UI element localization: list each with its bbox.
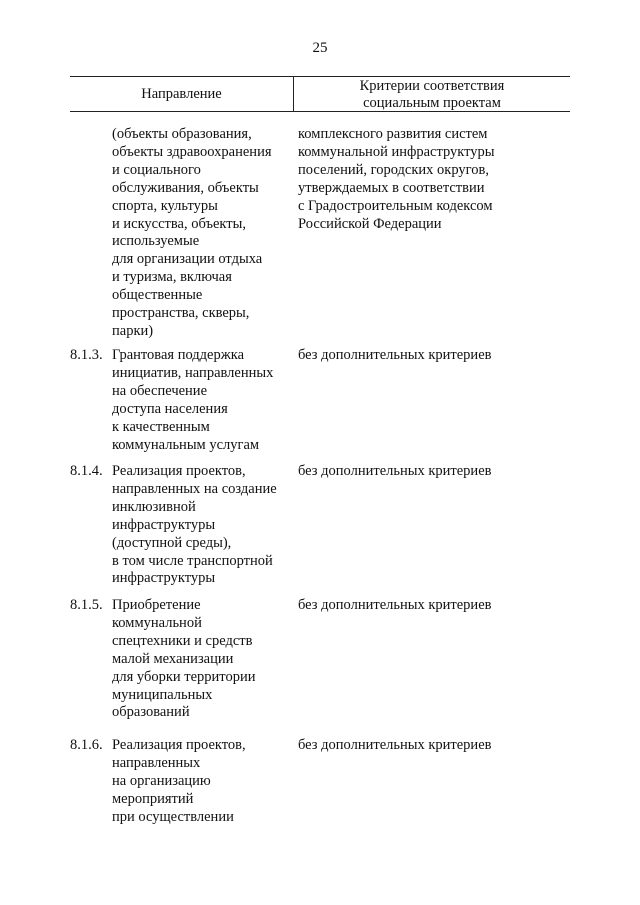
page-number: 25 (312, 40, 328, 56)
row-direction: Реализация проектов, направленных на организацию мероприятий при осуществлении (112, 737, 246, 825)
header-criteria: Критерии соответствия социальным проектам (359, 78, 505, 111)
row-number: 8.1.3. (70, 347, 103, 363)
row-direction: Грантовая поддержка инициатив, направленных на обеспечение доступа населения к качественным коммунальным услугам (112, 347, 274, 453)
row-criteria: комплексного развития систем коммунальной инфраструктуры поселений, городских округов, утверждаемых в соответствии с Градостроительным кодексом Российской Федерации (298, 126, 495, 232)
row-criteria: без дополнительных критериев (298, 737, 492, 753)
row-direction: Реализация проектов, направленных на создание инклюзивной инфраструктуры (доступной среды), в том числе транспортной инфраструктуры (112, 463, 277, 587)
row-number: 8.1.5. (70, 597, 103, 613)
row-criteria: без дополнительных критериев (298, 597, 492, 613)
row-number: 8.1.4. (70, 463, 103, 479)
row-number: 8.1.6. (70, 737, 103, 753)
row-direction: Приобретение коммунальной спецтехники и средств малой механизации для уборки территории муниципальных образований (112, 597, 256, 721)
row-criteria: без дополнительных критериев (298, 463, 492, 479)
table-top-rule (70, 76, 570, 77)
row-direction: (объекты образования, объекты здравоохранения и социального обслуживания, объекты спорта, культуры и искусства, объекты, используемые для организации отдыха и туризма, включая общественные пространства, скверы, парки) (112, 126, 272, 339)
header-direction: Направление (141, 86, 222, 102)
row-criteria: без дополнительных критериев (298, 347, 492, 363)
